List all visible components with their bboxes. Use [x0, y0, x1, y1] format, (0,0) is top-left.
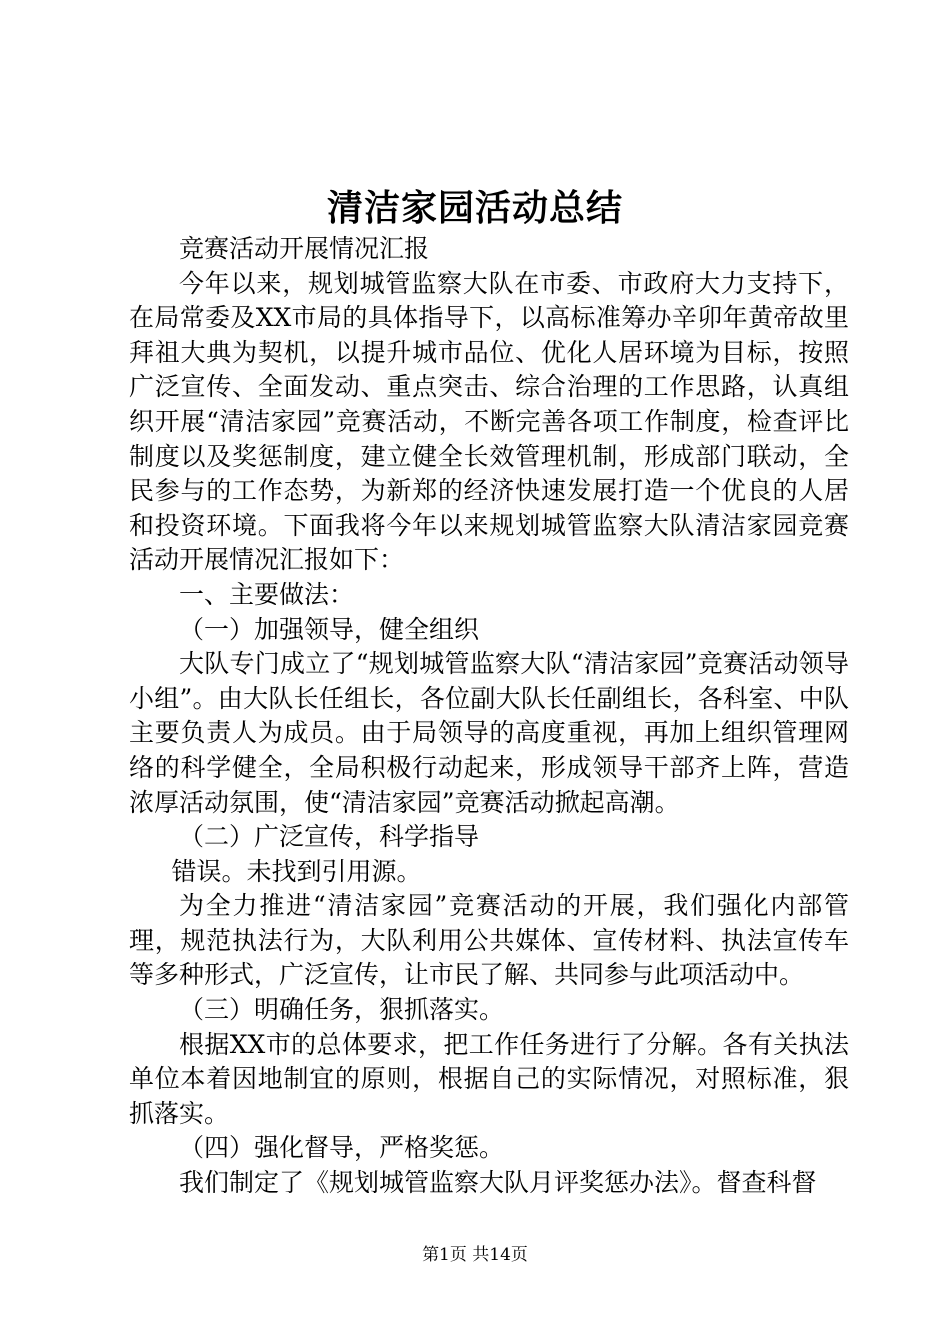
subsection-heading-1: （一）加强领导，健全组织	[179, 614, 480, 644]
document-body	[129, 232, 849, 1201]
paragraph-leadership: 大队专门成立了“规划城管监察大队“清洁家园”竞赛活动领导小组”。由大队长任组长，各位副大队长任副组长，各科室、中队主要负责人为成员。由于局领导的高度重视，再加上组织管理网络的科学健全，全局积极行动起来，形成领导干部齐上阵，营造浓厚活动氛围，使“清洁家园”竞赛活动掀起高潮。	[129, 649, 849, 817]
paragraph-publicity: 为全力推进“清洁家园”竞赛活动的开展，我们强化内部管理，规范执法行为，大队利用公共媒体、宣传材料、执法宣传车等多种形式，广泛宣传，让市民了解、共同参与此项活动中。	[129, 891, 849, 990]
paragraph-reference-error: 错误。未找到引用源。	[171, 856, 422, 886]
paragraph-tasks: 根据XX市的总体要求，把工作任务进行了分解。各有关执法单位本着因地制宜的原则，根据自己的实际情况，对照标准，狠抓落实。	[129, 1029, 849, 1128]
document-title: 清洁家园活动总结	[326, 187, 623, 229]
paragraph-subtitle: 竞赛活动开展情况汇报	[179, 234, 430, 263]
subsection-heading-4: （四）强化督导，严格奖惩。	[179, 1133, 505, 1163]
paragraph-intro: 今年以来，规划城管监察大队在市委、市政府大力支持下，在局常委及XX市局的具体指导下，以高标准筹办辛卯年黄帝故里拜祖大典为契机，以提升城市品位、优化人居环境为目标，按照广泛宣传、全面发动、重点突击、综合治理的工作思路，认真组织开展“清洁家园”竞赛活动，不断完善各项工作制度，检查评比制度以及奖惩制度，建立健全长效管理机制，形成部门联动，全民参与的工作态势，为新郑的经济快速发展打造一个优良的人居和投资环境。下面我将今年以来规划城管监察大队清洁家园竞赛活动开展情况汇报如下：	[129, 268, 849, 575]
page-footer: 第1页 共14页	[422, 1245, 528, 1265]
subsection-heading-3: （三）明确任务，狠抓落实。	[179, 995, 505, 1025]
paragraph-supervision: 我们制定了《规划城管监察大队月评奖惩办法》。督查科督	[179, 1168, 817, 1198]
subsection-heading-2: （二）广泛宣传，科学指导	[179, 822, 480, 852]
section-heading-main-practices: 一、主要做法：	[179, 579, 355, 609]
